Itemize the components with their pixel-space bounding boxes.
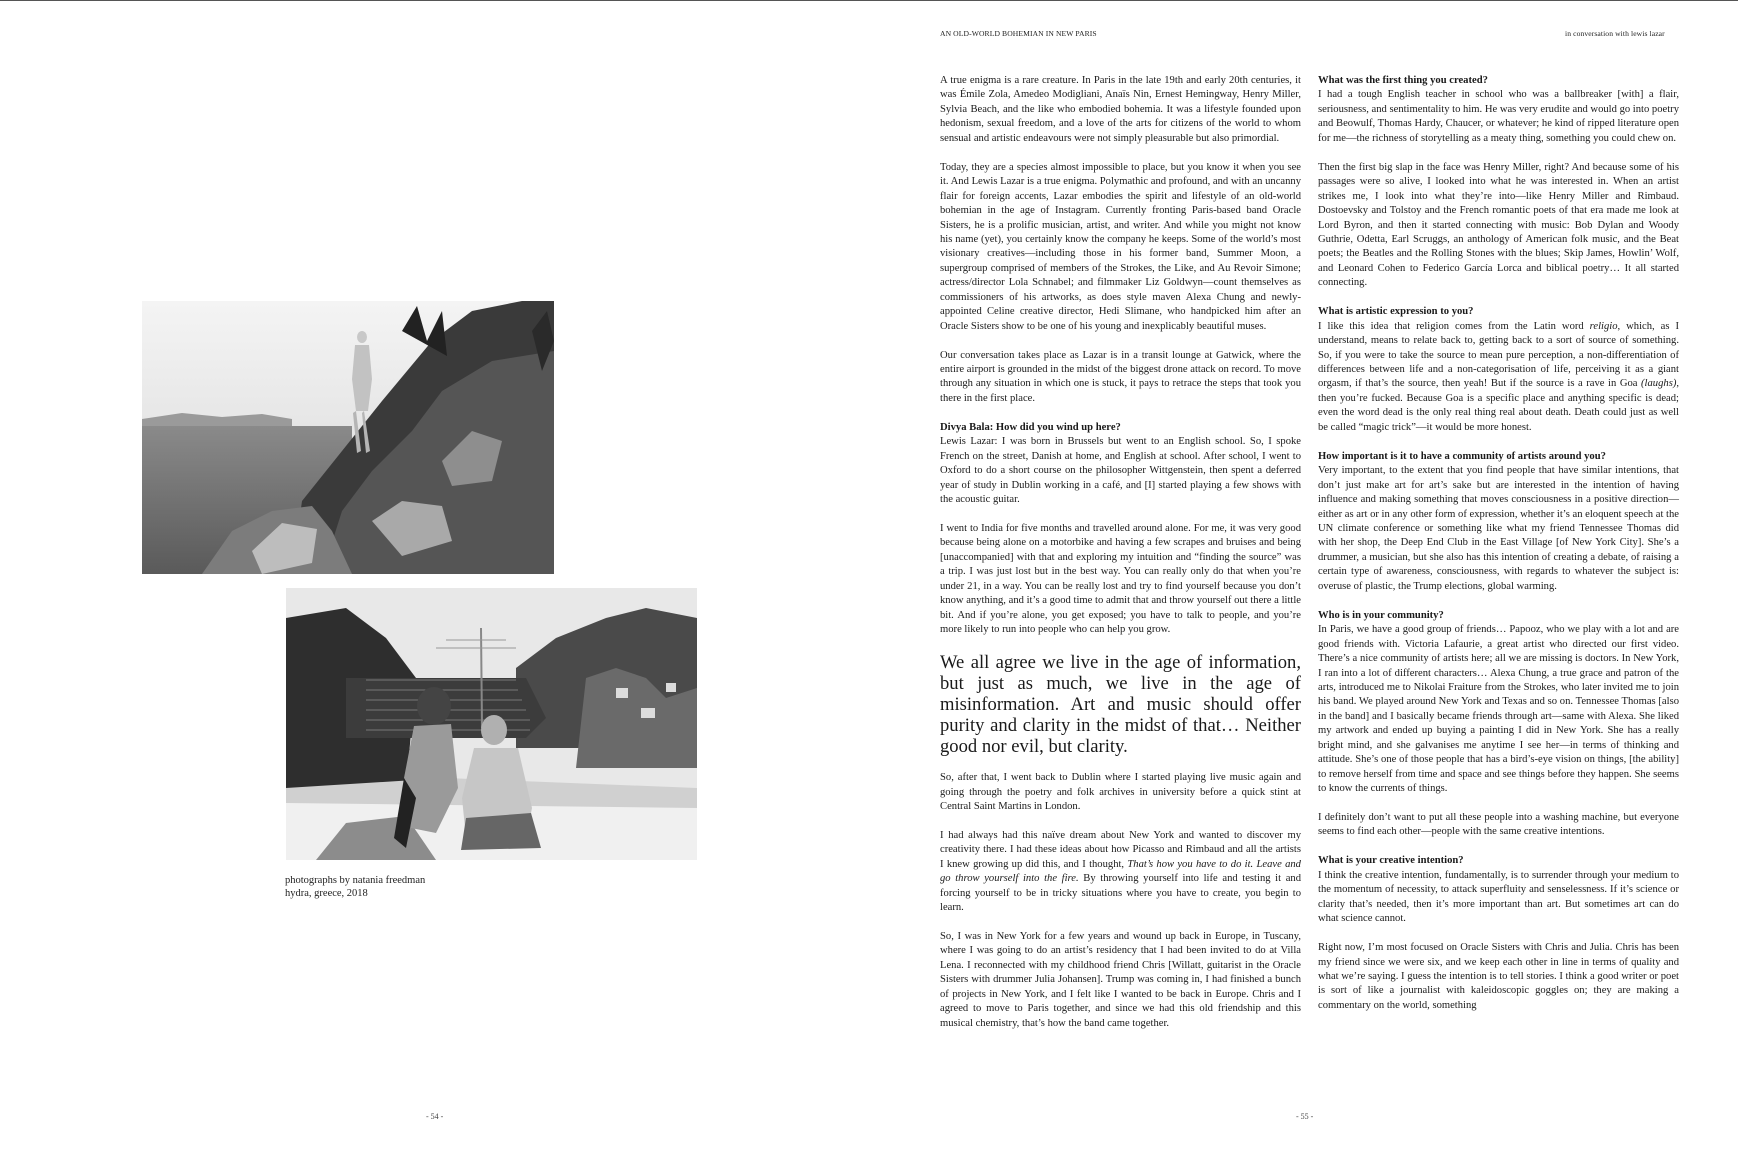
- question-heading: Divya Bala: How did you wind up here?: [940, 421, 1121, 433]
- answer-italic-text: religio: [1589, 320, 1618, 332]
- question-heading: What was the first thing you created?: [1318, 75, 1488, 86]
- answer-text: , then you’re fucked. Because Goa is a specific place and anything specific is dead; even the word dead is the only real thing real about death. Death could just as well be called “magic trick”—it would be more honest.: [1318, 378, 1679, 433]
- pull-quote: We all agree we live in the age of information, but just as much, we live in the age of misinformation. Art and music should offer purity and clarity in the midst of that… Neither good nor evil, but clarity.: [940, 652, 1301, 758]
- photo-caption: [285, 874, 425, 900]
- answer-paragraph: So, I was in New York for a few years and wound up back in Europe, in Tuscany, where I was going to do an artist’s residency that I had been invited to do at Villa Lena. I reconnected with my childhood friend Chris [Willatt, guitarist in the Oracle Sisters with drummer Julia Johansen]. Trump was coming in, I had finished a bunch of projects in New York, and I felt like I wanted to be back in Europe. Chris and I agreed to move to Paris together, and since we had this old friendship and this musical chemistry, that’s how the band came together.: [940, 931, 1301, 1029]
- answer-italic-text: (laughs): [1641, 378, 1677, 390]
- answer-paragraph: Very important, to the extent that you find people that have similar intentions, that don’t just make art for art’s sake but are interested in the intention of having influence and making something that moves consciousness in a positive direction—either as art or in any other form of expression, whether it’s an eloquent speech at the UN climate conference or something like what my friend Tennessee Thomas did with her shop, the Deep End Club in the East Village [of New York City]. She’s a drummer, a musician, but she also has this intention of creating a debate, of raising a certain type of awareness, consciousness, with regards to whatever the subject is: overuse of plastic, the Trump elections, global warming.: [1318, 465, 1679, 592]
- question-heading: What is your creative intention?: [1318, 855, 1464, 867]
- answer-paragraph: Right now, I’m most focused on Oracle Sisters with Chris and Julia. Chris has been my friend since we were six, and we keep each other in line in terms of quality and what we’re saying. I guess the intention is to tell stories. I think a good writer or poet is sort of like a journalist with kaleidoscopic goggles on; they are making a commentary on the world, something: [1318, 942, 1679, 1011]
- answer-paragraph: [940, 829, 1301, 916]
- page-top-rule: [0, 0, 1738, 1]
- question-heading: Who is in your community?: [1318, 609, 1444, 621]
- photo-haircut-on-terrace: [286, 588, 697, 860]
- answer-paragraph: I had a tough English teacher in school who was a ballbreaker [with] a flair, seriousness, and sentimentality to him. He was very erudite and would go into poetry and Beowulf, Thomas Hardy, Chaucer, or whatever; he kind of ripped literature open for me—the richness of storytelling as a meaty thing, something you could chew on.: [1318, 89, 1679, 144]
- answer-paragraph: Lewis Lazar: I was born in Brussels but went to an English school. So, I spoke French on the street, Danish at home, and English at school. After school, I went to Oxford to do a short course on the philosopher Wittgenstein, then spent a deferred year of study in Dublin working in a café, and [I] started playing a few shows with the acoustic guitar.: [940, 436, 1301, 506]
- caption-credit: photographs by natania freedman: [285, 875, 426, 886]
- caption-location: hydra, greece, 2018: [285, 888, 368, 899]
- article-column-left: [940, 74, 1301, 1046]
- intro-paragraph-3: Our conversation takes place as Lazar is in a transit lounge at Gatwick, where the entire airport is grounded in the midst of the biggest drone attack on record. To move through any situation in which one is stuck, it pays to retrace the steps that took you there in the first place.: [940, 349, 1301, 404]
- intro-paragraph-2: Today, they are a species almost impossible to place, but you know it when you see it. And Lewis Lazar is a true enigma. Polymathic and profound, and with an uncanny flair for foreign accents, Lazar embodies the spirit and lifestyle of an old-world bohemian in the age of Instagram. Currently fronting Paris-based band Oracle Sisters, he is a prolific musician, artist, and writer. And while you might not know his name (yet), you certainly know the company he keeps. Some of the world’s most visionary creatives—including those in his former band, Summer Moon, a supergroup comprised of members of the Strokes, the Like, and Au Revoir Simone; actress/director Lola Schnabel; and filmmaker Liz Goldwyn—count themselves as commissioners of his artworks, as does style maven Alexa Chung and newly-appointed Celine creative director, Hedi Slimane, who handpicked him after an Oracle Sisters show to be one of his young and inexplicably beautiful muses.: [940, 161, 1301, 332]
- question-heading: What is artistic expression to you?: [1318, 306, 1474, 318]
- running-head-subtitle: in conversation with lewis lazar: [1565, 29, 1665, 38]
- answer-paragraph: I went to India for five months and travelled around alone. For me, it was very good because being alone on a motorbike and having a few scrapes and bruises and being [unaccompanied] with that and exploring my intuition and “finding the source” was a trip. I was just lost but in the best way. You can really only do that when you’re under 21, in a way. You can be really lost and try to find yourself because you don’t know anything, and it’s a good time to admit that and throw yourself out there a little bit. And if you’re alone, you get exposed; you have to talk to people, and you’re more likely to run into people who can help you grow.: [940, 522, 1301, 636]
- answer-text: By throwing yourself into life and testing it and forcing yourself to be in tricky situations where you have to create, you begin to learn.: [940, 873, 1301, 914]
- intro-paragraph-1: A true enigma is a rare creature. In Paris in the late 19th and early 20th centuries, it was Émile Zola, Amedeo Modigliani, Anaïs Nin, Ernest Hemingway, Henry Miller, Sylvia Beach, and the like who embodied bohemia. It was a lifestyle founded upon hedonism, sexual freedom, and a love of the arts for citizens of the world to whom sensual and artistic endeavours were not simply pleasurable but also primordial.: [940, 75, 1301, 144]
- answer-text: , which, as I understand, means to relate back to, getting back to a sort of source of something. So, if you were to take the source to mean pure perception, a non-differentiation of differences between life and a non-categorisation of life, perceiving it as a giant orgasm, if that’s the source, then yeah! But if the source is a rave in Goa: [1318, 320, 1679, 390]
- answer-paragraph: I think the creative intention, fundamentally, is to surrender through your medium to the momentum of necessity, to attack superfluity and senselessness. If it’s science or clarity that’s needed, then it’s more important than art. But sometimes art can do what science cannot.: [1318, 869, 1679, 925]
- answer-paragraph: I definitely don’t want to put all these people into a washing machine, but everyone seems to find each other—people with the same creative intentions.: [1318, 812, 1679, 838]
- article-column-right: [1318, 74, 1679, 1028]
- question-heading: How important is it to have a community of artists around you?: [1318, 450, 1606, 462]
- answer-text: I like this idea that religion comes from the Latin word: [1318, 320, 1590, 332]
- running-head-title: AN OLD-WORLD BOHEMIAN IN NEW PARIS: [940, 29, 1097, 38]
- answer-paragraph: Then the first big slap in the face was Henry Miller, right? And because some of his passages were so alive, I looked into what he was interested in. When an artist strikes me, I look into what they’re into—like Henry Miller and Rimbaud. Dostoevsky and Tolstoy and the French romantic poets of that era made me look at Lord Byron, and then it started connecting with music: Bob Dylan and Woody Guthrie, Odetta, Earl Scruggs, an anthology of American folk music, and the Beat poets; the Beatles and the Rolling Stones with the blues; Skip James, Howlin’ Wolf, and Leonard Cohen to Federico García Lorca and biblical poetry… It all started connecting.: [1318, 161, 1679, 289]
- answer-paragraph: So, after that, I went back to Dublin where I started playing live music again and going through the poetry and folk archives in university before a quick stint at Central Saint Martins in London.: [940, 772, 1301, 812]
- photo-nude-on-rocks: [142, 301, 554, 574]
- answer-italic-text: That’s how you have to do it. Leave and go throw yourself into the fire.: [940, 858, 1301, 885]
- answer-paragraph: In Paris, we have a good group of friends… Papooz, who we play with a lot and are good friends with. Victoria Lafaurie, a great artist who directed our first video. There’s a nice community of artists here; all we are missing is doctors. In New York, I ran into a lot of different characters… Alexa Chung, a true grace and patron of the arts, introduced me to Nikolai Fraiture from the Strokes, who later invited me to join his band. We played around New York and Texas and so on. Tennessee Thomas [also in the band] and I basically became friends through art—same with Alexa. She liked my artwork and ended up buying a painting I did in New York. She has a really bright mind, and she galvanises me anytime I see her—in terms of thinking and attitude. She’s one of those people that has a bird’s-eye vision on things, [the ability] to remove herself from time and space and see things before they happen. She seems to know the currents of things.: [1318, 624, 1679, 795]
- page-number-right: - 55 -: [1296, 1112, 1314, 1121]
- answer-paragraph: [1318, 320, 1679, 436]
- page-number-left: - 54 -: [426, 1112, 444, 1121]
- answer-text: I had always had this naïve dream about New York and wanted to discover my creativity there. I had these ideas about how Picasso and Rimbaud and all the artists I knew growing up did this, and I thought,: [940, 829, 1301, 870]
